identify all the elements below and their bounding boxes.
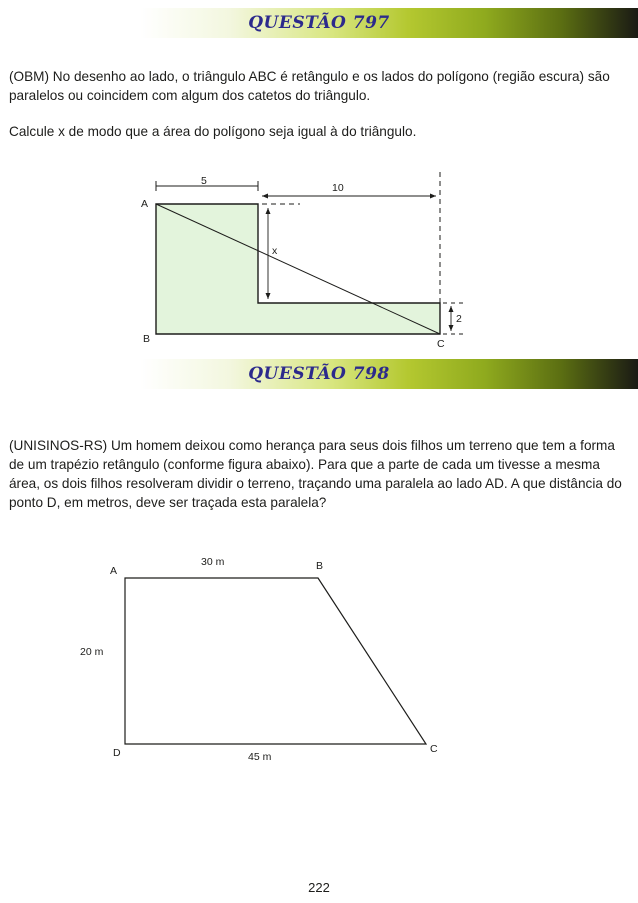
figure-798-dim-left: 20 m [80,646,104,658]
figure-797-dim-10: 10 [332,182,344,194]
figure-798-label-c: C [430,743,438,755]
question-797-instruction: Calcule x de modo que a área do polígono seja igual à do triângulo. [9,124,417,139]
question-798-title: QUESTÃO 798 [248,364,390,384]
figure-798-trapezoid-shape [125,578,426,744]
figure-798-dim-bottom: 45 m [248,751,272,763]
question-797-statement: (OBM) No desenho ao lado, o triângulo ABC é retângulo e os lados do polígono (região escura) são paralelos ou coincidem com algum dos catetos do triângulo. [9,69,610,103]
figure-797-dim-2: 2 [456,313,462,325]
figure-798-label-b: B [316,560,324,572]
figure-797-label-a: A [141,198,149,210]
question-798-statement: (UNISINOS-RS) Um homem deixou como herança para seus dois filhos um terreno que tem a forma de um trapézio retângulo (conforme figura abaixo). Para que a parte de cada um tivesse a mesma área, os dois filhos resolveram dividir o terreno, traçando uma paralela ao lado AD. A que distância do ponto D, em metros, deve ser traçada esta paralela? [9,438,622,510]
figure-798-label-a: A [110,565,118,577]
figure-797-label-c: C [437,338,445,350]
figure-798-dim-top: 30 m [201,556,225,568]
page-number: 222 [308,880,330,895]
question-797-title: QUESTÃO 797 [248,13,390,33]
figure-797-dim-x: x [272,245,278,257]
figure-797-label-b: B [143,333,151,345]
figure-798-label-d: D [113,747,121,759]
figure-797-dim-5: 5 [201,175,207,187]
